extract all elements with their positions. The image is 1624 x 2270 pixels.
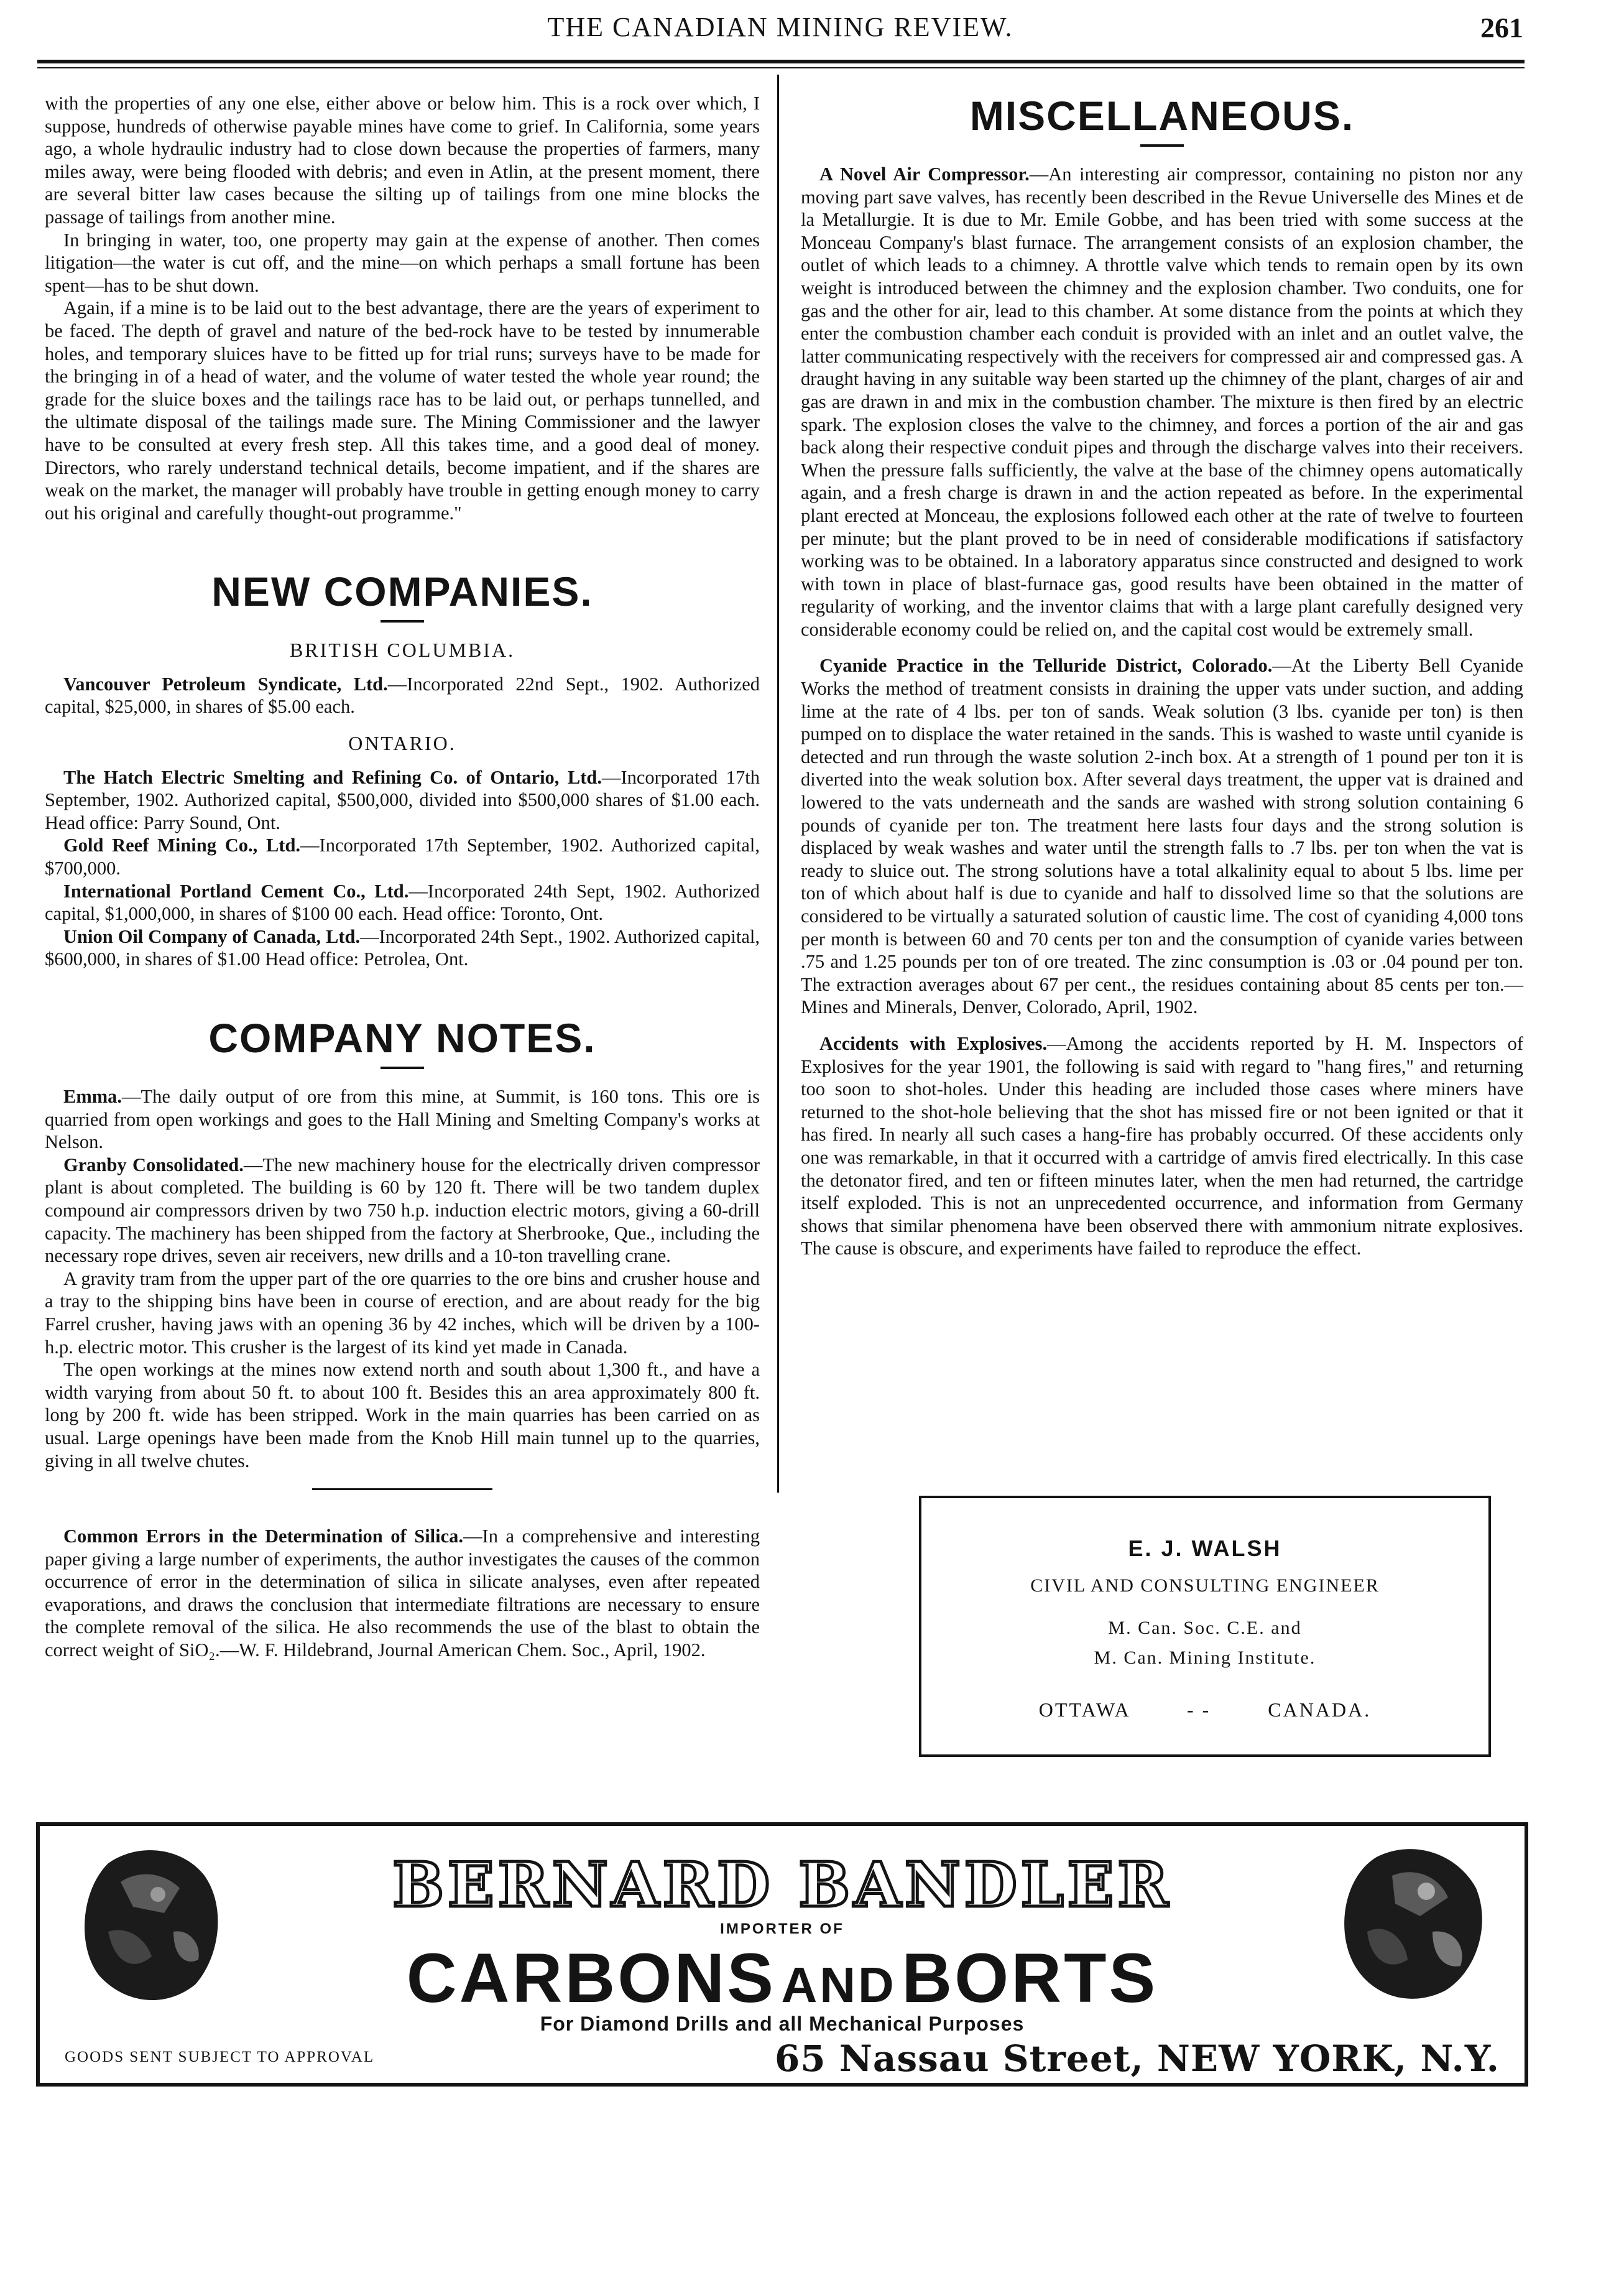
note-entry	[45, 1525, 760, 1662]
misc-text: —Among the accidents reported by H. M. Inspectors of Explosives for the year 1901, the following is said with regard to "hang fires," and returning too soon to shot-holes. Under this heading are included those cases where miners have returned to the shot-hole believing that the shot has missed fire or not been ignited or that it has fired. In nearly all such cases a hang-fire has probably occurred. Of these accidents only one was remarkable, in that it occurred with a cartridge of amvis fired electrically. In this case the detonator fired, and ten or fifteen minutes later, when the men had returned, the cartridge itself exploded. This is not an unprecedented occurrence, and information from Germany shows that similar phenomena have been observed there with ammonium nitrate explosives. The cause is obscure, and experiments have failed to reproduce the effect.	[801, 1032, 1523, 1259]
purpose-line: For Diamond Drills and all Mechanical Purposes	[540, 2013, 1025, 2035]
company-entry	[45, 880, 760, 925]
note-paragraph: A gravity tram from the upper part of the ore quarries to the ore bins and crusher house and a tray to the shipping bins have been in course of erection, and are about ready for the big Farrel crusher, having jaws with an opening 36 by 42 inches, which will be driven by a 100-h.p. electric motor. This crusher is the largest of its kind yet made in Canada.	[45, 1267, 760, 1358]
note-entry	[45, 1085, 760, 1154]
misc-text: —At the Liberty Bell Cyanide Works the method of treatment consists in draining the upper vats under suction, and adding lime at the rate of 4 lbs. per ton of sands. Weak solution (3 lbs. cyanide per ton) is then pumped on to displace the water retained in the sands. This is washed to waste until cyanide is detected and run through the waste solution 2-inch box. At a strength of 1 pound per ton it is diverted into the weak solution box. After several days treatment, the upper vat is drained and lowered to the vats underneath and the sands are washed with strong solution containing 6 pounds of cyanide per ton. The treatment here lasts four days and the strong solution is displaced by weak washes and water until the strength falls to .7 lbs. per ton when the vat is ready to sluice out. The strong solutions have a total alkalinity equal to about 5 lbs. lime per ton of which about half is due to cyanide and half to dissolved lime so that the solutions are considered to be virtually a saturated solution of caustic lime. The cost of cyaniding 4,000 tons per month is between 60 and 70 cents per ton and the consumption of cyanide varies between .75 and 1.25 pounds per ton of ore treated. The zinc consumption is .03 or .04 pound per ton. The extraction averages about 67 per cent., the residues containing about 85 cents per ton.—Mines and Minerals, Denver, Colorado, April, 1902.	[801, 655, 1523, 1018]
bandler-advertisement	[36, 1822, 1528, 2087]
note-entry	[45, 1154, 760, 1267]
intro-paragraph: Again, if a mine is to be laid out to the best advantage, there are the years of experiment to be faced. The depth of gravel and nature of the bed-rock have to be tested by innumerable holes, and temporary sluices have to be fitted up for trial runs; surveys have to be made for the bringing in of a head of water, and the volume of water tested the whole year round; the grade for the sluice boxes and the tailings race has to be laid out, or perhaps tunnelled, and the ultimate disposal of the tailings made sure. The Mining Commissioner and the lawyer have to be consulted at every fresh step. All this takes time, and a good deal of money. Directors, who rarely understand technical details, become impatient, and if the shares are weak on the market, the manager will probably have trouble in getting enough money to carry out his original and carefully thought-out programme."	[45, 297, 760, 524]
heading-dash	[381, 620, 424, 623]
misc-title: Cyanide Practice in the Telluride District, Colorado.	[819, 655, 1273, 677]
british-columbia-subheading: BRITISH COLUMBIA.	[289, 639, 515, 662]
right-column	[801, 92, 1523, 1260]
company-name: Gold Reef Mining Co., Ltd.	[63, 835, 301, 856]
new-companies-heading: NEW COMPANIES.	[211, 568, 593, 615]
note-title: Emma.	[63, 1086, 122, 1107]
header-rule-thin	[37, 67, 1525, 68]
company-details: —Incorporated 24th Sept., 1902. Authorized capital, $600,000, in shares of $1.00 Head office: Petrolea, Ont.	[45, 925, 760, 970]
misc-title: Accidents with Explosives.	[819, 1032, 1048, 1054]
card-city: OTTAWA	[1038, 1698, 1130, 1721]
advertiser-address: 65 Nassau Street, NEW YORK, N.Y.	[774, 2037, 1500, 2080]
card-name: E. J. WALSH	[1128, 1536, 1282, 1561]
header-rule	[37, 60, 1525, 63]
note-text: —The daily output of ore from this mine, at Summit, is 160 tons. This ore is quarried from open workings and goes to the Hall Mining and Smelting Company's works at Nelson.	[45, 1086, 760, 1153]
company-name: International Portland Cement Co., Ltd.	[63, 880, 409, 902]
company-name: The Hatch Electric Smelting and Refining Co. of Ontario, Ltd.	[63, 766, 602, 788]
ontario-subheading: ONTARIO.	[348, 732, 456, 755]
company-notes-heading: COMPANY NOTES.	[208, 1015, 596, 1061]
column-divider	[777, 75, 779, 1493]
importer-label: IMPORTER OF	[720, 1920, 844, 1937]
company-entry	[45, 925, 760, 971]
card-location	[921, 1698, 1488, 1721]
product-borts: BORTS	[902, 1939, 1158, 2017]
company-entry	[45, 673, 760, 718]
intro-paragraph: In bringing in water, too, one property may gain at the expense of another. Then comes litigation—the water is cut off, and the mine—on which perhaps a small fortune has been spent—has to be shut down.	[45, 229, 760, 296]
advertiser-name: BERNARD BANDLER	[392, 1850, 1172, 1921]
company-details: —Incorporated 22nd Sept., 1902. Authorized capital, $25,000, in shares of $5.00 each.	[45, 673, 760, 718]
misc-entry	[801, 1032, 1523, 1260]
left-column	[45, 92, 760, 1662]
misc-entry	[801, 654, 1523, 1019]
short-rule	[312, 1488, 492, 1490]
products-line	[40, 1938, 1525, 2018]
engineer-card	[919, 1496, 1491, 1757]
note-text: —In a comprehensive and interesting paper giving a large number of experiments, the author investigates the causes of the common occurrence of error in the determination of silica in silicate analyses, even after repeated evaporations, and draws the conclusion that intermediate filtrations are necessary to ensure the complete removal of the silica. He also recommends the use of the blast to obtain the correct weight of SiO₂.—W. F. Hildebrand, Journal American Chem. Soc., April, 1902.	[45, 1526, 760, 1661]
card-separator: - -	[1186, 1698, 1211, 1721]
note-text: —The new machinery house for the electrically driven compressor plant is about completed. The building is 60 by 120 ft. There will be two tandem duplex compound air compressors driven by two 750 h.p. induction electric motors, giving a 60-drill capacity. The machinery has been shipped from the factory at Sherbrooke, Que., including the necessary rope drives, seven air receivers, new drills and a 10-ton travelling crane.	[45, 1154, 760, 1267]
company-details: —Incorporated 17th September, 1902. Authorized capital, $700,000.	[45, 835, 760, 879]
note-paragraph: The open workings at the mines now extend north and south about 1,300 ft., and have a width varying from about 50 ft. to about 100 ft. Besides this an area approximately 800 ft. long by 200 ft. wide has been stripped. Work in the main quarries has been carried on as usual. Large openings have been made from the Knob Hill main tunnel up to the quarries, giving in all twelve chutes.	[45, 1359, 760, 1471]
company-details: —Incorporated 24th Sept, 1902. Authorized capital, $1,000,000, in shares of $100 00 each. Head office: Toronto, Ont.	[45, 880, 760, 925]
company-entry	[45, 834, 760, 879]
note-title: Granby Consolidated.	[63, 1154, 244, 1175]
approval-note: GOODS SENT SUBJECT TO APPROVAL	[65, 2049, 375, 2065]
company-name: Union Oil Company of Canada, Ltd.	[63, 925, 361, 947]
company-details: —Incorporated 17th September, 1902. Authorized capital, $500,000, divided into $500,000 shares of $1.00 each. Head office: Parry Sound, Ont.	[45, 766, 760, 833]
journal-title: THE CANADIAN MINING REVIEW.	[547, 12, 1013, 42]
card-title: CIVIL AND CONSULTING ENGINEER	[1030, 1575, 1380, 1596]
misc-entry	[801, 163, 1523, 641]
company-entry	[45, 766, 760, 835]
card-membership: M. Can. Mining Institute.	[1094, 1647, 1316, 1668]
card-country: CANADA.	[1268, 1698, 1372, 1721]
company-name: Vancouver Petroleum Syndicate, Ltd.	[63, 673, 388, 695]
miscellaneous-heading: MISCELLANEOUS.	[969, 93, 1355, 139]
note-title: Common Errors in the Determination of Silica.	[63, 1526, 464, 1547]
misc-text: —An interesting air compressor, containing no piston nor any moving part save valves, has recently been described in the Revue Universelle des Mines et de la Metallurgie. It is due to Mr. Emile Gobbe, and has been tried with some success at the Monceau Company's blast furnace. The arrangement consists of an explosion chamber, the outlet of which leads to a chimney. A throttle valve which tends to remain open by its own weight is introduced between the chimney and the explosion chamber. Two conduits, one for gas and the other for air, lead to this chamber. At some distance from the points at which they enter the combustion chamber each conduit is provided with an inlet and an outlet valve, the latter communicating respectively with the receivers for compressed air and compressed gas. A draught having in any suitable way been started up the chimney of the plant, charges of air and gas are drawn in and mix in the combustion chamber. The mixture is then fired by an electric spark. The explosion closes the valve to the chimney, and forces a portion of the air and gas back along their respective conduit pipes and through the discharge valves into their receivers. When the pressure falls sufficiently, the valve at the base of the chimney opens automatically again, and a fresh charge is drawn in and the action repeated as before. In the experimental plant erected at Monceau, the explosions followed each other at the rate of twelve to fourteen per minute; but the plant proved to be in need of considerable modifications if satisfactory working was to be obtained. In a laboratory apparatus since constructed and designed to work with town in place of blast-furnace gas, good results have been obtained in the matter of regularity of working, and the inventor claims that with a large plant carefully designed very considerable economy could be relied on, and the capital cost would be extremely small.	[801, 164, 1523, 640]
heading-dash	[381, 1067, 424, 1069]
page-number: 261	[1480, 12, 1523, 44]
misc-title: A Novel Air Compressor.	[819, 164, 1030, 185]
product-carbons: CARBONS	[406, 1939, 776, 2017]
product-and: AND	[781, 1957, 897, 2013]
intro-paragraph: with the properties of any one else, either above or below him. This is a rock over which, I suppose, hundreds of otherwise payable mines have come to grief. In California, some years ago, a whole hydraulic industry had to close down because the properties of farmers, many miles away, were being flooded with debris; and even in Atlin, at the present moment, there are several bitter law cases because the silting up of tailings from one mine blocks the passage of tailings from another mine.	[45, 93, 760, 228]
heading-dash	[1140, 144, 1184, 147]
card-membership: M. Can. Soc. C.E. and	[1108, 1618, 1302, 1638]
running-head	[37, 11, 1523, 49]
